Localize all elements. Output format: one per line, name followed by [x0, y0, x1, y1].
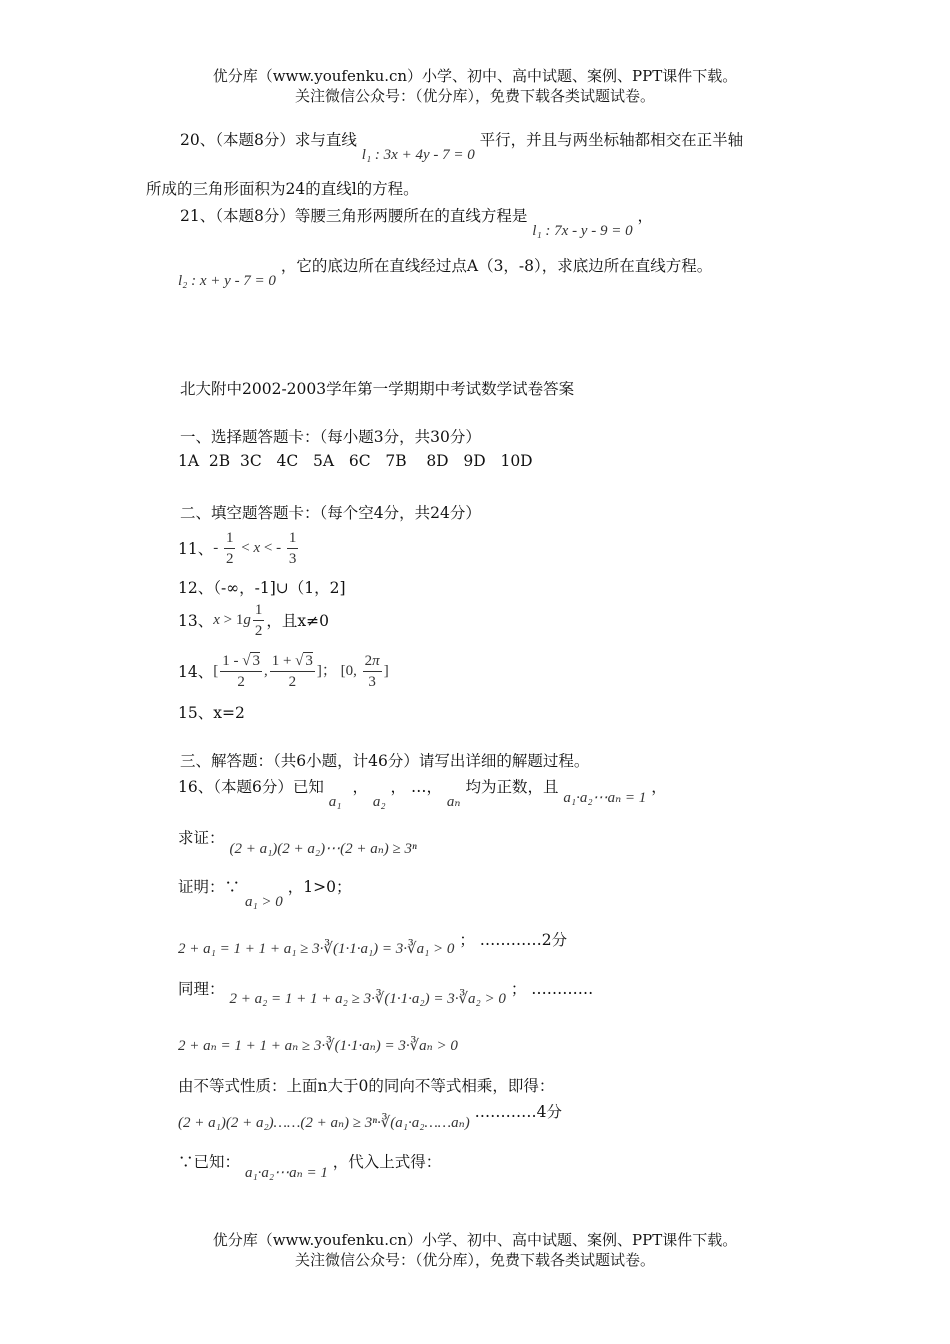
a13-suffix: ，且x≠0: [266, 612, 329, 630]
footer-line-1: 优分库（www.youfenku.cn）小学、初中、高中试题、案例、PPT课件下载。: [212, 1231, 738, 1249]
section-3-title: 三、解答题：（共6小题，计46分）请写出详细的解题过程。: [180, 752, 590, 770]
q16-prefix: 16、（本题6分）已知: [178, 778, 324, 796]
product-line: [178, 1100, 563, 1131]
known-label: ∵已知：: [178, 1153, 241, 1171]
step-2: [178, 977, 594, 1007]
q16-condition: a₁·a₂⋯aₙ = 1: [563, 790, 647, 806]
q20-prefix: 20、（本题8分）求与直线: [180, 131, 357, 149]
product-math: (2 + a₁)(2 + a₂)……(2 + aₙ) ≥ 3ⁿ·∛(a₁·a₂……aₙ): [178, 1115, 470, 1131]
header-line-2: 关注微信公众号：（优分库），免费下载各类试题试卷。: [294, 87, 655, 105]
q16-a1: a₁: [328, 794, 342, 810]
proof-condition-2: ，1>0；: [287, 878, 352, 896]
q16-end: ，: [651, 778, 667, 796]
section-1-answers: 1A 2B 3C 4C 5A 6C 7B 8D 9D 10D: [178, 452, 533, 470]
step-2-math: 2 + a₂ = 1 + 1 + a₂ ≥ 3·∛(1·1·a₂) = 3·∛a₂ > 0: [229, 991, 506, 1007]
answer-11: [178, 526, 300, 570]
step-1-tail: ； …………2分: [459, 931, 568, 949]
q16-dots: ， …，: [390, 778, 442, 796]
similar-label: 同理：: [178, 980, 225, 998]
a11-label: 11、: [178, 540, 214, 558]
header-line-1: 优分库（www.youfenku.cn）小学、初中、高中试题、案例、PPT课件下载。: [212, 67, 738, 85]
step-1-math: 2 + a₁ = 1 + 1 + a₁ ≥ 3·∛(1·1·a₁) = 3·∛a₁ > 0: [178, 941, 455, 957]
q16-mid: 均为正数，且: [465, 778, 559, 796]
q21-comma: ，: [637, 207, 654, 225]
a11-math-render: - $\frac{1}{2}$ < x < - $\frac{1}{3}$: [213, 529, 297, 567]
q16-a2: a₂: [372, 794, 386, 810]
a14-math-render: [ $\frac{1 - √ 3}{2}$ , $\frac{1 + √ 3}{2}$ ]； [0, $\frac{2\pi}{3}$ ]: [213, 652, 389, 690]
proof-label: 证明：∵: [178, 878, 241, 896]
proof-line: [178, 875, 352, 910]
known-line: [178, 1150, 442, 1181]
q21-line-2: [178, 254, 713, 289]
q20-line-equation: l₁ : 3x + 4y - 7 = 0: [361, 147, 475, 163]
product-tail: …………4分: [474, 1103, 563, 1121]
answer-14: [178, 648, 389, 694]
prove-line: [178, 826, 417, 857]
answer-13: [178, 598, 329, 642]
step-n: [178, 1036, 458, 1055]
prove-label: 求证：: [178, 829, 225, 847]
q21-line-1-equation: l₁ : 7x - y - 9 = 0: [532, 223, 633, 239]
q16-an: aₙ: [446, 794, 461, 810]
inequality-text: 由不等式性质：上面n大于0的同向不等式相乘，即得：: [178, 1077, 555, 1095]
q21-prefix: 21、（本题8分）等腰三角形两腰所在的直线方程是: [180, 207, 528, 225]
q21-suffix: ，它的底边所在直线经过点A（3，-8），求底边所在直线方程。: [280, 257, 713, 275]
proof-condition: a₁ > 0: [244, 894, 283, 910]
a13-label: 13、: [178, 612, 214, 630]
section-1-title: 一、选择题答题卡：（每小题3分，共30分）: [180, 428, 481, 446]
a13-math-render: x > 1g $\frac{1}{2}$: [213, 601, 263, 639]
answer-12: 12、（-∞，-1]∪（1，2]: [178, 579, 346, 597]
answer-15: 15、x=2: [178, 704, 245, 722]
known-math: a₁·a₂⋯aₙ = 1: [244, 1165, 328, 1181]
step-1: [178, 928, 568, 957]
q20-line-2: 所成的三角形面积为24的直线l的方程。: [146, 180, 419, 198]
step-2-tail: ； …………: [510, 980, 594, 998]
question-20: [180, 128, 744, 163]
known-tail: ，代入上式得：: [332, 1153, 442, 1171]
question-16: 16、（本题6分）已知 a₁ ， a₂ ， …， aₙ 均为正数，且 a₁·a₂⋯aₙ = 1 ，: [178, 778, 667, 810]
question-21: [180, 204, 654, 239]
section-2-title: 二、填空题答题卡：（每个空4分，共24分）: [180, 504, 481, 522]
footer-line-2: 关注微信公众号：（优分库），免费下载各类试题试卷。: [294, 1251, 655, 1269]
step-n-math: 2 + aₙ = 1 + 1 + aₙ ≥ 3·∛(1·1·aₙ) = 3·∛aₙ > 0: [178, 1038, 458, 1054]
q20-suffix: 平行，并且与两坐标轴都相交在正半轴: [479, 131, 744, 149]
prove-math: (2 + a₁)(2 + a₂)⋯(2 + aₙ) ≥ 3ⁿ: [229, 841, 417, 857]
q21-line-2-equation: l₂ : x + y - 7 = 0: [178, 273, 276, 289]
answer-title: 北大附中2002-2003学年第一学期期中考试数学试卷答案: [180, 380, 575, 398]
a14-label: 14、: [178, 663, 214, 681]
